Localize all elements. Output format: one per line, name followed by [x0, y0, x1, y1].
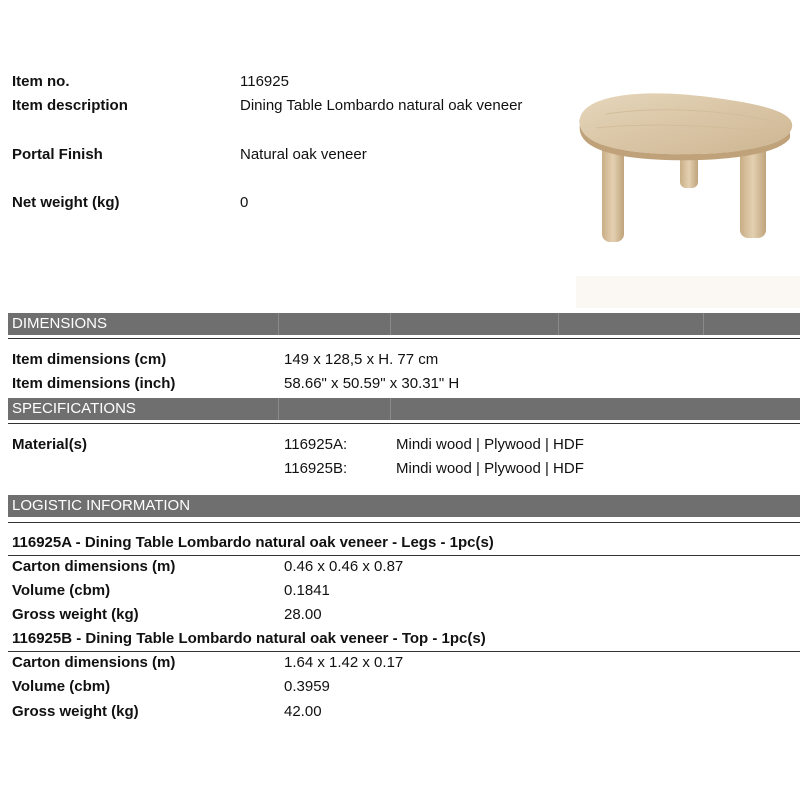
net-weight-value: 0: [240, 194, 249, 211]
item-dimensions-cm-label: Item dimensions (cm): [12, 351, 167, 368]
net-weight-label: Net weight (kg): [12, 194, 120, 211]
gross-weight-value: 42.00: [284, 703, 322, 720]
gross-weight-label: Gross weight (kg): [12, 606, 139, 623]
volume-value: 0.1841: [284, 582, 330, 599]
item-description-label: Item description: [12, 97, 128, 114]
header-divider: [278, 398, 279, 420]
portal-finish-value: Natural oak veneer: [240, 146, 367, 163]
divider: [8, 522, 800, 523]
item-dimensions-cm-value: 149 x 128,5 x H. 77 cm: [284, 351, 439, 368]
item-no-label: Item no.: [12, 73, 70, 90]
specifications-title: SPECIFICATIONS: [12, 400, 136, 417]
volume-value: 0.3959: [284, 678, 330, 695]
carton-dimensions-label: Carton dimensions (m): [12, 654, 176, 671]
dimensions-section-header: [8, 313, 800, 335]
material-code: 116925B:: [284, 460, 348, 477]
header-divider: [278, 313, 279, 335]
header-divider: [558, 313, 559, 335]
specifications-section-header: [8, 398, 800, 420]
portal-finish-label: Portal Finish: [12, 146, 103, 163]
item-no-value: 116925: [240, 73, 289, 90]
carton-dimensions-label: Carton dimensions (m): [12, 558, 176, 575]
dining-table-image: [576, 76, 800, 308]
gross-weight-label: Gross weight (kg): [12, 703, 139, 720]
header-divider: [390, 313, 391, 335]
gross-weight-value: 28.00: [284, 606, 322, 623]
package-heading: 116925A - Dining Table Lombardo natural oak veneer - Legs - 1pc(s): [12, 534, 494, 551]
material-code: 116925A:: [284, 436, 348, 453]
logistic-title: LOGISTIC INFORMATION: [12, 497, 191, 514]
divider: [8, 338, 800, 339]
carton-dimensions-value: 0.46 x 0.46 x 0.87: [284, 558, 404, 575]
logistic-section-header: [8, 495, 800, 517]
divider: [8, 423, 800, 424]
item-description-value: Dining Table Lombardo natural oak veneer: [240, 97, 523, 114]
volume-label: Volume (cbm): [12, 678, 111, 695]
volume-label: Volume (cbm): [12, 582, 111, 599]
material-value: Mindi wood | Plywood | HDF: [396, 460, 584, 477]
materials-label: Material(s): [12, 436, 88, 453]
carton-dimensions-value: 1.64 x 1.42 x 0.17: [284, 654, 404, 671]
dimensions-title: DIMENSIONS: [12, 315, 108, 332]
header-divider: [390, 398, 391, 420]
package-heading: 116925B - Dining Table Lombardo natural oak veneer - Top - 1pc(s): [12, 630, 486, 647]
item-dimensions-inch-value: 58.66" x 50.59" x 30.31" H: [284, 375, 460, 392]
divider: [8, 651, 800, 652]
item-dimensions-inch-label: Item dimensions (inch): [12, 375, 176, 392]
divider: [8, 555, 800, 556]
material-value: Mindi wood | Plywood | HDF: [396, 436, 584, 453]
header-divider: [703, 313, 704, 335]
